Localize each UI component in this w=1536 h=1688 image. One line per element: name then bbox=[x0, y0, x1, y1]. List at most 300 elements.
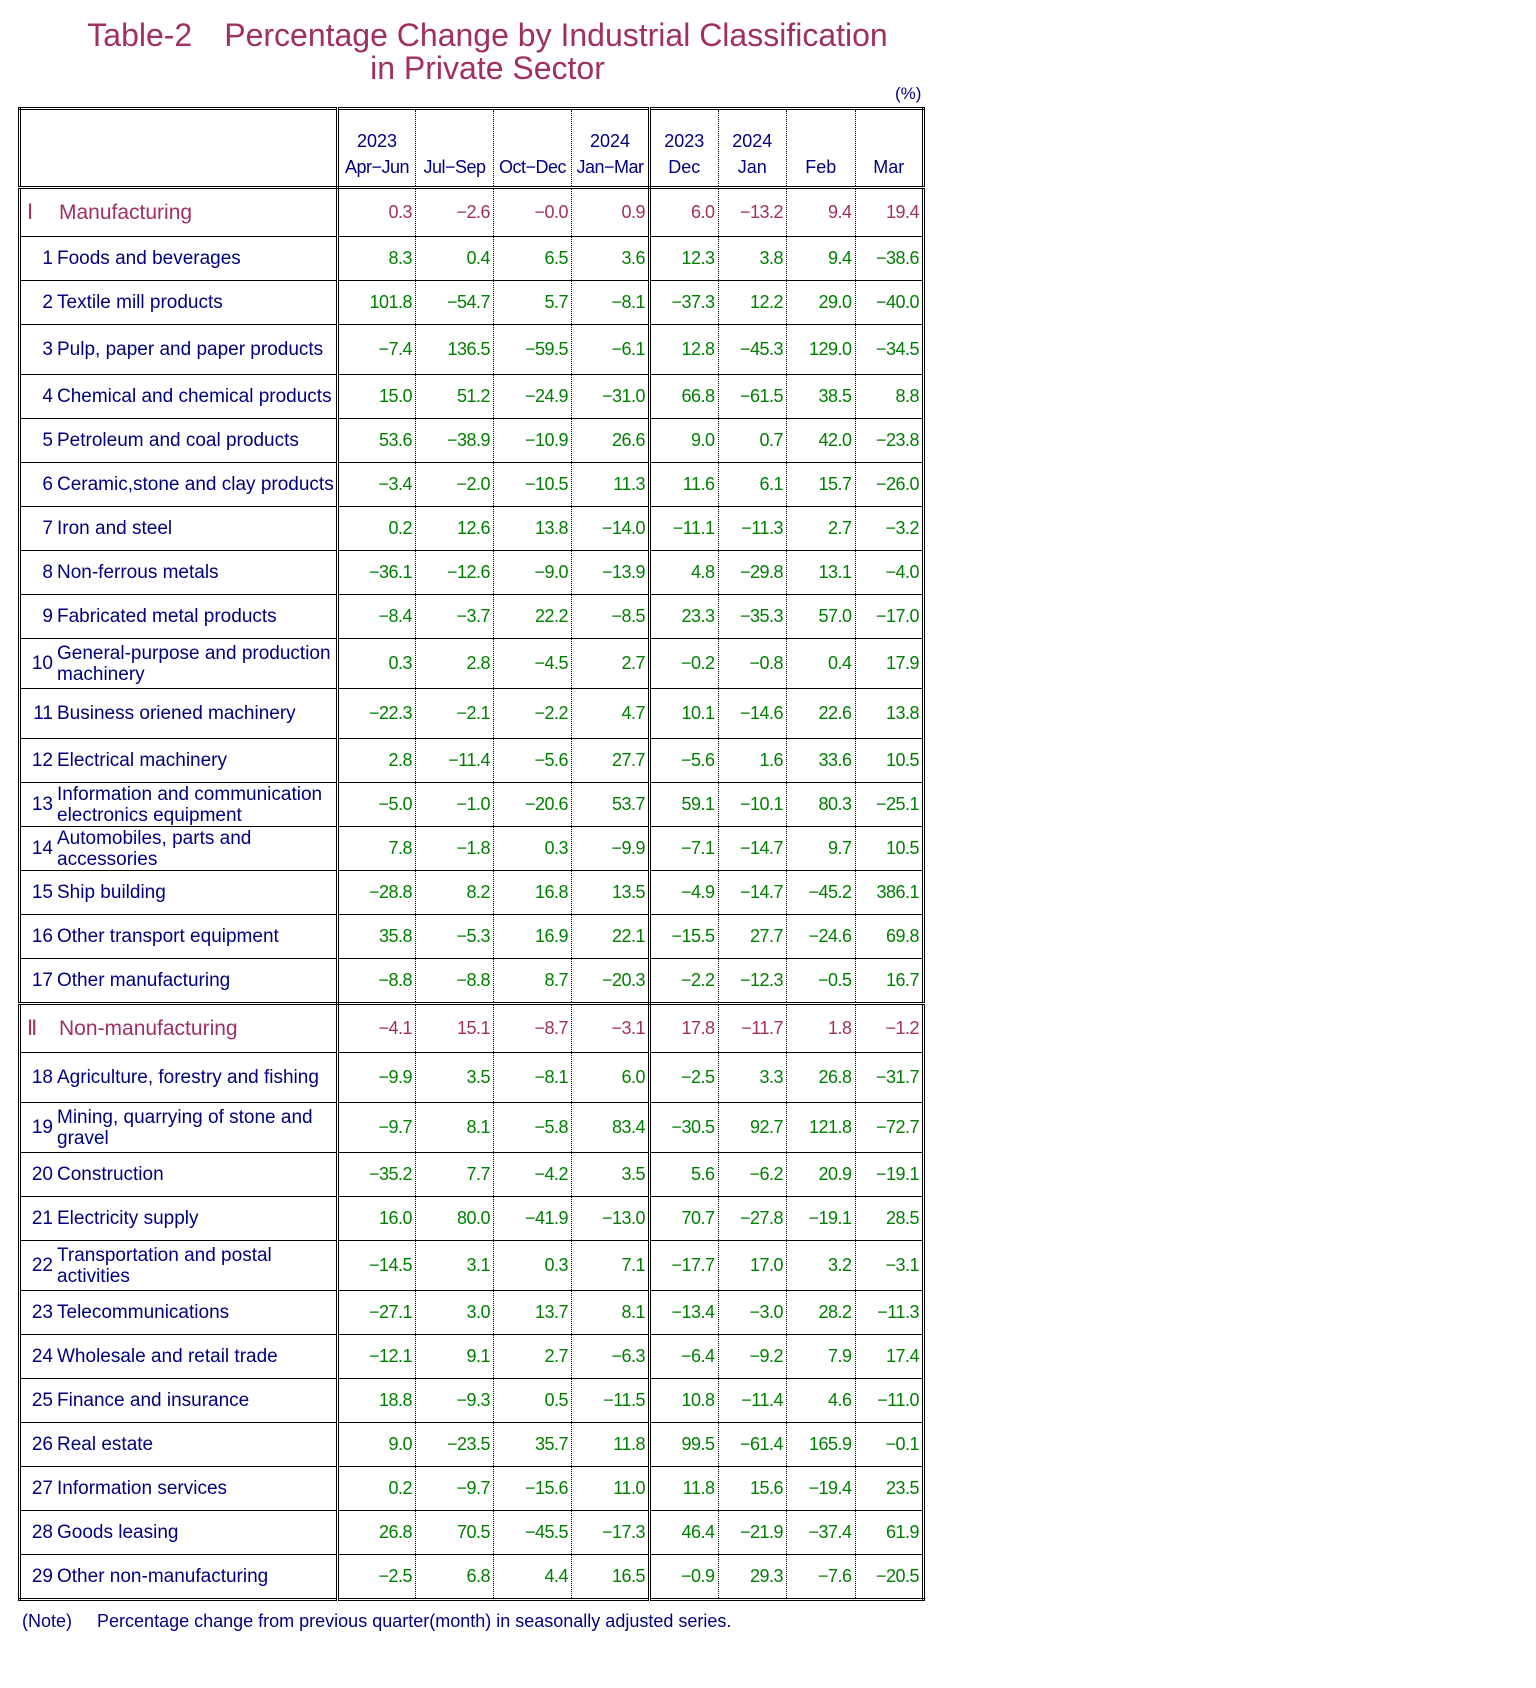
value-cell: 6.0 bbox=[650, 188, 719, 237]
row-number: 10 bbox=[31, 652, 53, 674]
data-table bbox=[18, 107, 925, 1601]
row-name: Ship building bbox=[57, 882, 166, 903]
value-cell: 22.2 bbox=[494, 595, 572, 639]
value-cell: 16.5 bbox=[572, 1555, 650, 1600]
value-cell: 0.2 bbox=[338, 507, 416, 551]
table-row bbox=[20, 1467, 924, 1511]
value-cell: 10.5 bbox=[855, 739, 924, 783]
table-row bbox=[20, 325, 924, 375]
value-cell: 26.8 bbox=[787, 1053, 856, 1103]
row-number: 20 bbox=[31, 1163, 53, 1185]
value-cell: −8.7 bbox=[494, 1004, 572, 1053]
value-cell: −59.5 bbox=[494, 325, 572, 375]
value-cell: 26.8 bbox=[338, 1511, 416, 1555]
column-header bbox=[650, 109, 719, 188]
value-cell: 15.1 bbox=[416, 1004, 494, 1053]
value-cell: −26.0 bbox=[855, 463, 924, 507]
row-number: 18 bbox=[31, 1066, 53, 1088]
value-cell: −37.4 bbox=[787, 1511, 856, 1555]
value-cell: −72.7 bbox=[855, 1103, 924, 1153]
value-cell: 9.7 bbox=[787, 827, 856, 871]
value-cell: 9.0 bbox=[338, 1423, 416, 1467]
value-cell: 3.0 bbox=[416, 1291, 494, 1335]
row-label bbox=[20, 595, 338, 639]
row-label bbox=[20, 1241, 338, 1291]
value-cell: 19.4 bbox=[855, 188, 924, 237]
value-cell: 11.3 bbox=[572, 463, 650, 507]
value-cell: −11.4 bbox=[718, 1379, 787, 1423]
value-cell: −14.6 bbox=[718, 689, 787, 739]
value-cell: −45.2 bbox=[787, 871, 856, 915]
value-cell: −6.4 bbox=[650, 1335, 719, 1379]
value-cell: −25.1 bbox=[855, 783, 924, 827]
value-cell: −20.5 bbox=[855, 1555, 924, 1600]
row-name: Goods leasing bbox=[57, 1522, 179, 1543]
value-cell: 0.5 bbox=[494, 1379, 572, 1423]
row-name: Other transport equipment bbox=[57, 926, 279, 947]
value-cell: 3.5 bbox=[572, 1153, 650, 1197]
value-cell: −4.1 bbox=[338, 1004, 416, 1053]
row-label bbox=[20, 1335, 338, 1379]
row-label bbox=[20, 1153, 338, 1197]
row-name: Information services bbox=[57, 1478, 228, 1499]
value-cell: 13.5 bbox=[572, 871, 650, 915]
value-cell: −30.5 bbox=[650, 1103, 719, 1153]
row-label bbox=[20, 783, 338, 827]
value-cell: −21.9 bbox=[718, 1511, 787, 1555]
value-cell: −4.0 bbox=[855, 551, 924, 595]
row-label bbox=[20, 419, 338, 463]
column-period: Dec bbox=[668, 157, 701, 177]
table-row bbox=[20, 281, 924, 325]
value-cell: −45.5 bbox=[494, 1511, 572, 1555]
row-number: Ⅱ bbox=[27, 1017, 38, 1040]
value-cell: 3.8 bbox=[718, 237, 787, 281]
value-cell: −61.5 bbox=[718, 375, 787, 419]
column-period: Oct−Dec bbox=[498, 157, 567, 177]
row-label bbox=[20, 1423, 338, 1467]
value-cell: −9.7 bbox=[416, 1467, 494, 1511]
value-cell: −29.8 bbox=[718, 551, 787, 595]
row-number: 11 bbox=[33, 702, 53, 724]
value-cell: 386.1 bbox=[855, 871, 924, 915]
value-cell: 7.7 bbox=[416, 1153, 494, 1197]
column-period: Mar bbox=[873, 157, 905, 177]
value-cell: −11.3 bbox=[718, 507, 787, 551]
row-label bbox=[20, 689, 338, 739]
row-number: 29 bbox=[31, 1565, 53, 1587]
value-cell: 8.3 bbox=[338, 237, 416, 281]
table-row bbox=[20, 595, 924, 639]
table-row bbox=[20, 507, 924, 551]
value-cell: 16.9 bbox=[494, 915, 572, 959]
value-cell: −14.7 bbox=[718, 827, 787, 871]
value-cell: 3.6 bbox=[572, 237, 650, 281]
value-cell: −13.9 bbox=[572, 551, 650, 595]
value-cell: −6.3 bbox=[572, 1335, 650, 1379]
value-cell: 57.0 bbox=[787, 595, 856, 639]
value-cell: 29.0 bbox=[787, 281, 856, 325]
row-label bbox=[20, 1197, 338, 1241]
table-row bbox=[20, 419, 924, 463]
value-cell: 11.8 bbox=[650, 1467, 719, 1511]
row-name: Non-ferrous metals bbox=[57, 562, 219, 583]
row-name: Wholesale and retail trade bbox=[57, 1346, 278, 1367]
page-title: Table-2 Percentage Change by Industrial Classification bbox=[87, 17, 888, 53]
table-row bbox=[20, 1511, 924, 1555]
value-cell: −8.8 bbox=[416, 959, 494, 1004]
page-title-line2: in Private Sector bbox=[370, 50, 605, 86]
column-period: Jul−Sep bbox=[423, 157, 486, 177]
value-cell: 35.7 bbox=[494, 1423, 572, 1467]
row-name: General-purpose and production machinery bbox=[57, 642, 331, 685]
value-cell: 4.4 bbox=[494, 1555, 572, 1600]
value-cell: 2.8 bbox=[416, 639, 494, 689]
value-cell: −20.6 bbox=[494, 783, 572, 827]
value-cell: 17.9 bbox=[855, 639, 924, 689]
row-label bbox=[20, 1467, 338, 1511]
row-number: 23 bbox=[31, 1301, 53, 1323]
value-cell: −11.4 bbox=[416, 739, 494, 783]
table-row bbox=[20, 639, 924, 689]
row-name: Electrical machinery bbox=[57, 750, 227, 771]
row-label bbox=[20, 237, 338, 281]
row-label bbox=[20, 1555, 338, 1600]
table-row bbox=[20, 689, 924, 739]
row-name: Foods and beverages bbox=[57, 248, 241, 269]
row-name: Business oriened machinery bbox=[57, 703, 296, 724]
value-cell: 7.9 bbox=[787, 1335, 856, 1379]
value-cell: 9.4 bbox=[787, 237, 856, 281]
value-cell: −2.2 bbox=[494, 689, 572, 739]
value-cell: −6.2 bbox=[718, 1153, 787, 1197]
value-cell: −9.7 bbox=[338, 1103, 416, 1153]
row-label bbox=[20, 188, 338, 237]
value-cell: 51.2 bbox=[416, 375, 494, 419]
table-row bbox=[20, 1053, 924, 1103]
value-cell: −3.7 bbox=[416, 595, 494, 639]
value-cell: −15.6 bbox=[494, 1467, 572, 1511]
row-number: 28 bbox=[31, 1521, 53, 1543]
value-cell: −38.9 bbox=[416, 419, 494, 463]
row-label bbox=[20, 639, 338, 689]
value-cell: 22.6 bbox=[787, 689, 856, 739]
value-cell: 3.3 bbox=[718, 1053, 787, 1103]
row-number: 2 bbox=[42, 291, 53, 313]
row-number: 17 bbox=[31, 969, 53, 991]
table-row bbox=[20, 1241, 924, 1291]
value-cell: −41.9 bbox=[494, 1197, 572, 1241]
table-row bbox=[20, 1197, 924, 1241]
value-cell: −22.3 bbox=[338, 689, 416, 739]
value-cell: 12.2 bbox=[718, 281, 787, 325]
row-label bbox=[20, 871, 338, 915]
column-year: 2023 bbox=[664, 131, 705, 151]
value-cell: 4.8 bbox=[650, 551, 719, 595]
row-number: 13 bbox=[31, 793, 53, 815]
table-row bbox=[20, 1379, 924, 1423]
row-name: Pulp, paper and paper products bbox=[57, 339, 324, 360]
section-row bbox=[20, 1004, 924, 1053]
value-cell: 38.5 bbox=[787, 375, 856, 419]
value-cell: 8.1 bbox=[572, 1291, 650, 1335]
value-cell: 10.1 bbox=[650, 689, 719, 739]
value-cell: 8.1 bbox=[416, 1103, 494, 1153]
value-cell: −7.4 bbox=[338, 325, 416, 375]
row-label bbox=[20, 1053, 338, 1103]
row-number: 4 bbox=[42, 385, 53, 407]
value-cell: −20.3 bbox=[572, 959, 650, 1004]
table-row bbox=[20, 871, 924, 915]
value-cell: 0.3 bbox=[494, 1241, 572, 1291]
value-cell: −0.0 bbox=[494, 188, 572, 237]
value-cell: 2.7 bbox=[787, 507, 856, 551]
value-cell: −3.1 bbox=[572, 1004, 650, 1053]
row-number: 15 bbox=[31, 881, 53, 903]
value-cell: −35.2 bbox=[338, 1153, 416, 1197]
header-corner bbox=[20, 109, 338, 188]
value-cell: 165.9 bbox=[787, 1423, 856, 1467]
value-cell: −10.1 bbox=[718, 783, 787, 827]
row-name: Real estate bbox=[57, 1434, 154, 1455]
value-cell: −0.5 bbox=[787, 959, 856, 1004]
value-cell: −14.5 bbox=[338, 1241, 416, 1291]
value-cell: −0.8 bbox=[718, 639, 787, 689]
value-cell: 0.3 bbox=[338, 188, 416, 237]
value-cell: −1.8 bbox=[416, 827, 494, 871]
row-label bbox=[20, 1103, 338, 1153]
row-name: Fabricated metal products bbox=[57, 606, 277, 627]
note-label: (Note) bbox=[22, 1611, 73, 1631]
value-cell: −7.1 bbox=[650, 827, 719, 871]
value-cell: −27.1 bbox=[338, 1291, 416, 1335]
value-cell: 92.7 bbox=[718, 1103, 787, 1153]
value-cell: −61.4 bbox=[718, 1423, 787, 1467]
value-cell: −19.1 bbox=[855, 1153, 924, 1197]
value-cell: 11.8 bbox=[572, 1423, 650, 1467]
row-label bbox=[20, 281, 338, 325]
column-period: Feb bbox=[805, 157, 837, 177]
value-cell: −14.7 bbox=[718, 871, 787, 915]
value-cell: −40.0 bbox=[855, 281, 924, 325]
row-label bbox=[20, 959, 338, 1004]
value-cell: 136.5 bbox=[416, 325, 494, 375]
unit-label: (%) bbox=[895, 84, 922, 103]
row-number: 14 bbox=[31, 837, 53, 859]
value-cell: 69.8 bbox=[855, 915, 924, 959]
row-number: 6 bbox=[42, 473, 53, 495]
value-cell: −36.1 bbox=[338, 551, 416, 595]
column-period: Jan−Mar bbox=[576, 157, 644, 177]
value-cell: −2.1 bbox=[416, 689, 494, 739]
value-cell: 16.8 bbox=[494, 871, 572, 915]
table-row bbox=[20, 827, 924, 871]
column-header bbox=[718, 109, 787, 188]
value-cell: 83.4 bbox=[572, 1103, 650, 1153]
row-name: Telecommunications bbox=[57, 1302, 230, 1323]
value-cell: 11.0 bbox=[572, 1467, 650, 1511]
row-number: 25 bbox=[31, 1389, 53, 1411]
value-cell: −12.6 bbox=[416, 551, 494, 595]
row-label bbox=[20, 1379, 338, 1423]
table-row bbox=[20, 915, 924, 959]
value-cell: 6.8 bbox=[416, 1555, 494, 1600]
value-cell: −12.1 bbox=[338, 1335, 416, 1379]
column-year bbox=[494, 128, 571, 154]
row-number: 3 bbox=[42, 338, 53, 360]
value-cell: −35.3 bbox=[718, 595, 787, 639]
value-cell: −3.1 bbox=[855, 1241, 924, 1291]
value-cell: 53.7 bbox=[572, 783, 650, 827]
value-cell: −9.0 bbox=[494, 551, 572, 595]
value-cell: −11.3 bbox=[855, 1291, 924, 1335]
value-cell: −5.3 bbox=[416, 915, 494, 959]
value-cell: 10.8 bbox=[650, 1379, 719, 1423]
row-label bbox=[20, 915, 338, 959]
value-cell: −11.5 bbox=[572, 1379, 650, 1423]
value-cell: −5.6 bbox=[650, 739, 719, 783]
value-cell: −2.6 bbox=[416, 188, 494, 237]
value-cell: 28.5 bbox=[855, 1197, 924, 1241]
column-year bbox=[416, 128, 493, 154]
value-cell: −0.1 bbox=[855, 1423, 924, 1467]
column-header bbox=[787, 109, 856, 188]
column-period: Apr−Jun bbox=[344, 157, 410, 177]
value-cell: −31.7 bbox=[855, 1053, 924, 1103]
value-cell: 6.1 bbox=[718, 463, 787, 507]
table-row bbox=[20, 237, 924, 281]
value-cell: −27.8 bbox=[718, 1197, 787, 1241]
value-cell: −23.8 bbox=[855, 419, 924, 463]
value-cell: 13.8 bbox=[855, 689, 924, 739]
row-name: Agriculture, forestry and fishing bbox=[57, 1067, 319, 1088]
value-cell: 70.5 bbox=[416, 1511, 494, 1555]
value-cell: −15.5 bbox=[650, 915, 719, 959]
row-name: Transportation and postal activities bbox=[57, 1244, 272, 1287]
value-cell: 1.6 bbox=[718, 739, 787, 783]
table-row bbox=[20, 1291, 924, 1335]
table-row bbox=[20, 551, 924, 595]
value-cell: 59.1 bbox=[650, 783, 719, 827]
row-label bbox=[20, 1004, 338, 1053]
value-cell: 18.8 bbox=[338, 1379, 416, 1423]
row-name: Construction bbox=[57, 1164, 164, 1185]
value-cell: −9.9 bbox=[338, 1053, 416, 1103]
row-number: 24 bbox=[31, 1345, 53, 1367]
value-cell: −37.3 bbox=[650, 281, 719, 325]
column-year bbox=[787, 128, 855, 154]
value-cell: −11.7 bbox=[718, 1004, 787, 1053]
value-cell: 11.6 bbox=[650, 463, 719, 507]
value-cell: 8.7 bbox=[494, 959, 572, 1004]
row-number: 16 bbox=[31, 925, 53, 947]
value-cell: 61.9 bbox=[855, 1511, 924, 1555]
value-cell: 17.0 bbox=[718, 1241, 787, 1291]
value-cell: −1.2 bbox=[855, 1004, 924, 1053]
value-cell: −4.2 bbox=[494, 1153, 572, 1197]
row-number: 19 bbox=[31, 1116, 53, 1138]
value-cell: 4.6 bbox=[787, 1379, 856, 1423]
value-cell: −13.0 bbox=[572, 1197, 650, 1241]
table-row bbox=[20, 1555, 924, 1600]
value-cell: −14.0 bbox=[572, 507, 650, 551]
value-cell: 23.3 bbox=[650, 595, 719, 639]
value-cell: 3.1 bbox=[416, 1241, 494, 1291]
section-row bbox=[20, 188, 924, 237]
row-label bbox=[20, 1291, 338, 1335]
value-cell: 35.8 bbox=[338, 915, 416, 959]
value-cell: 0.9 bbox=[572, 188, 650, 237]
value-cell: −4.9 bbox=[650, 871, 719, 915]
value-cell: −17.0 bbox=[855, 595, 924, 639]
row-label bbox=[20, 739, 338, 783]
row-name: Information and communication electronics equipment bbox=[57, 783, 323, 826]
value-cell: 4.7 bbox=[572, 689, 650, 739]
value-cell: −24.6 bbox=[787, 915, 856, 959]
value-cell: 15.7 bbox=[787, 463, 856, 507]
value-cell: −19.4 bbox=[787, 1467, 856, 1511]
column-header bbox=[416, 109, 494, 188]
column-header bbox=[338, 109, 416, 188]
value-cell: −2.5 bbox=[650, 1053, 719, 1103]
column-header bbox=[572, 109, 650, 188]
value-cell: −8.4 bbox=[338, 595, 416, 639]
value-cell: 0.7 bbox=[718, 419, 787, 463]
value-cell: 22.1 bbox=[572, 915, 650, 959]
value-cell: 101.8 bbox=[338, 281, 416, 325]
table-row bbox=[20, 959, 924, 1004]
column-header bbox=[855, 109, 924, 188]
value-cell: −2.5 bbox=[338, 1555, 416, 1600]
note-text: Percentage change from previous quarter(month) in seasonally adjusted series. bbox=[97, 1611, 732, 1631]
row-name: Non-manufacturing bbox=[59, 1017, 238, 1040]
value-cell: 5.7 bbox=[494, 281, 572, 325]
value-cell: 0.3 bbox=[338, 639, 416, 689]
value-cell: 15.6 bbox=[718, 1467, 787, 1511]
row-number: 26 bbox=[31, 1433, 53, 1455]
value-cell: 0.2 bbox=[338, 1467, 416, 1511]
value-cell: 12.6 bbox=[416, 507, 494, 551]
row-number: 21 bbox=[31, 1207, 53, 1229]
footnote bbox=[22, 1611, 925, 1632]
value-cell: 2.7 bbox=[572, 639, 650, 689]
table-row bbox=[20, 463, 924, 507]
value-cell: 13.8 bbox=[494, 507, 572, 551]
value-cell: 23.5 bbox=[855, 1467, 924, 1511]
value-cell: 129.0 bbox=[787, 325, 856, 375]
value-cell: 9.4 bbox=[787, 188, 856, 237]
value-cell: −45.3 bbox=[718, 325, 787, 375]
value-cell: −0.2 bbox=[650, 639, 719, 689]
value-cell: 6.5 bbox=[494, 237, 572, 281]
table-container bbox=[18, 107, 925, 1632]
column-year: 2023 bbox=[356, 131, 398, 151]
table-row bbox=[20, 1103, 924, 1153]
value-cell: −17.7 bbox=[650, 1241, 719, 1291]
value-cell: 9.1 bbox=[416, 1335, 494, 1379]
value-cell: −11.1 bbox=[650, 507, 719, 551]
row-number: 12 bbox=[31, 749, 53, 771]
value-cell: −3.0 bbox=[718, 1291, 787, 1335]
value-cell: 99.5 bbox=[650, 1423, 719, 1467]
row-name: Finance and insurance bbox=[57, 1390, 250, 1411]
row-name: Automobiles, parts and accessories bbox=[57, 827, 252, 870]
value-cell: 12.3 bbox=[650, 237, 719, 281]
row-number: 9 bbox=[42, 605, 53, 627]
row-number: 7 bbox=[42, 517, 53, 539]
value-cell: −3.4 bbox=[338, 463, 416, 507]
value-cell: −8.8 bbox=[338, 959, 416, 1004]
